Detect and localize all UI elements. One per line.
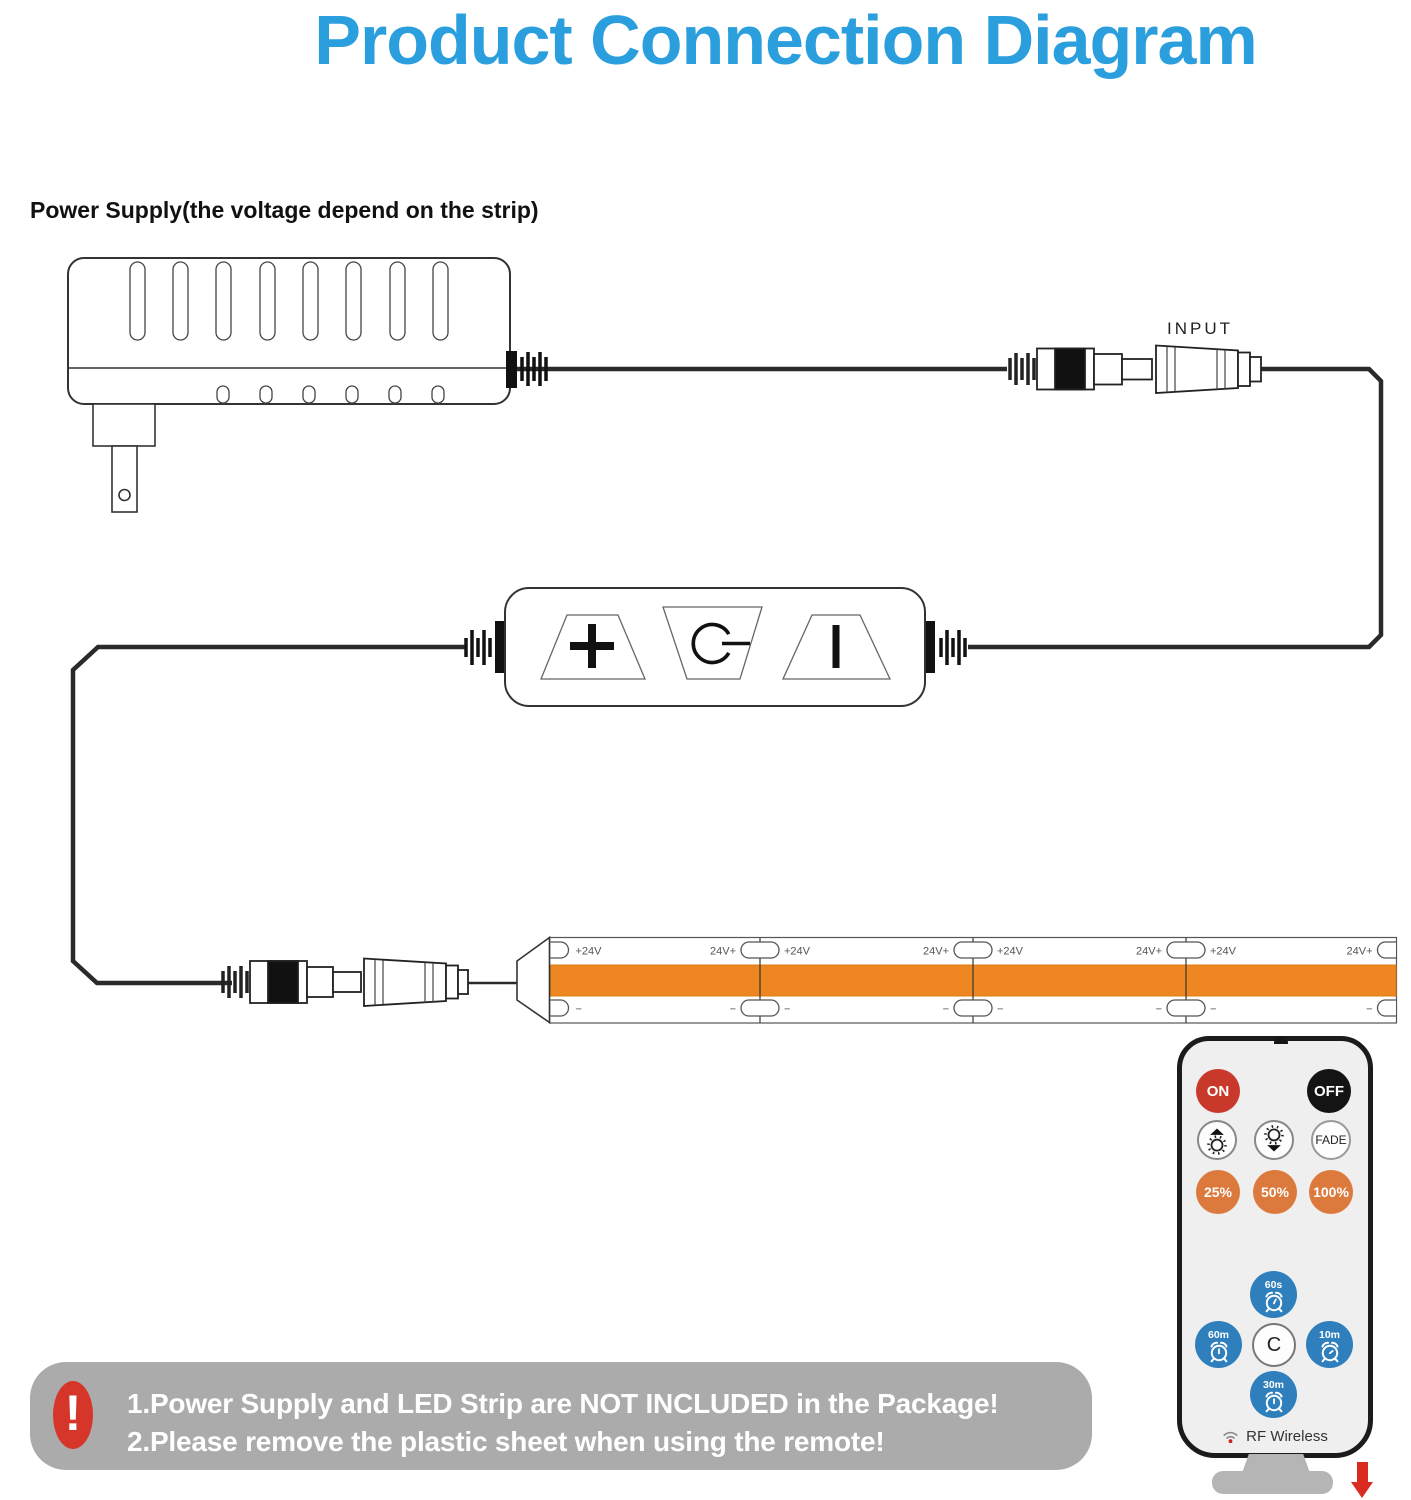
dc-male-plug-top [1010,349,1152,390]
strip-pad-label: − [729,1003,736,1016]
dc-female-jack-bottom [364,959,468,1007]
inline-controller [466,588,965,706]
note-line-2: 2.Please remove the plastic sheet when using the remote! [127,1426,885,1457]
wifi-icon [1222,1429,1239,1444]
alarm-clock-icon [1207,1340,1231,1363]
alarm-clock-icon [1262,1290,1286,1313]
remote-top-nub [1274,1036,1288,1044]
strip-pad-label: − [784,1003,791,1016]
remote-off-button[interactable]: OFF [1307,1069,1351,1113]
alarm-clock-icon [1262,1390,1286,1413]
led-strip [517,938,1411,1024]
strip-pad-label: +24V [1210,945,1236,958]
strip-pad-label: − [575,1003,582,1016]
timer-60m-button[interactable] [1195,1321,1242,1368]
fade-button[interactable]: FADE [1311,1120,1351,1160]
timer-label: 30m [1262,1378,1284,1391]
strip-pad-label: 24V+ [710,945,736,958]
brightness-down-icon [1257,1123,1291,1157]
brightness-up-button[interactable] [1197,1120,1237,1160]
controller-strain-relief-right [925,621,965,673]
timer-label: 10m [1318,1328,1340,1341]
wire-jack-to-controller [968,369,1381,647]
strip-pad-label: − [1210,1003,1217,1016]
timer-60s-button[interactable] [1250,1271,1297,1318]
strip-pad-label: 24V+ [1346,945,1373,958]
strip-pad-label: +24V [575,945,602,958]
remote-stand-base [1212,1471,1333,1494]
strip-pad-label: − [1155,1003,1162,1016]
strip-pad-label: − [942,1003,949,1016]
strip-pad-label: 24V+ [923,945,949,958]
page-title: Product Connection Diagram [314,1,1257,79]
power-supply-adapter [68,258,546,512]
input-label: INPUT [1167,319,1233,338]
wire-controller-to-plug [73,647,466,983]
timer-10m-button[interactable] [1306,1321,1353,1368]
rf-wireless-label: RF Wireless [1246,1428,1328,1445]
strip-pad-label: − [1366,1003,1373,1016]
controller-strain-relief-left [466,621,505,673]
timer-label: 60s [1264,1278,1283,1291]
alarm-clock-icon [1318,1340,1342,1363]
strip-pad-label: − [997,1003,1004,1016]
brightness-up-icon [1200,1123,1234,1157]
exclamation-icon: ! [53,1381,93,1449]
controller-body [505,588,925,706]
red-down-arrow-icon [1351,1462,1373,1498]
dc-male-plug-bottom [223,961,361,1003]
percent-100-button[interactable]: 100% [1309,1170,1353,1214]
note-line-1: 1.Power Supply and LED Strip are NOT INCLUDED in the Package! [127,1388,999,1419]
power-supply-label: Power Supply(the voltage depend on the strip) [30,197,539,223]
timer-30m-button[interactable] [1250,1371,1297,1418]
ac-plug [93,404,155,512]
dc-female-jack-top [1156,346,1261,394]
remote-control [1177,1036,1373,1458]
clear-button[interactable]: C [1252,1323,1296,1367]
strip-pad-label: +24V [784,945,810,958]
warning-note [30,1362,1092,1470]
percent-25-button[interactable]: 25% [1196,1170,1240,1214]
strip-end-connector [517,938,550,1023]
percent-50-button[interactable]: 50% [1253,1170,1297,1214]
remote-on-button[interactable]: ON [1196,1069,1240,1113]
timer-label: 60m [1207,1328,1229,1341]
rf-wireless-row [1182,1428,1368,1445]
strip-pad-label: 24V+ [1136,945,1162,958]
strip-pad-label: +24V [997,945,1023,958]
brightness-down-button[interactable] [1254,1120,1294,1160]
